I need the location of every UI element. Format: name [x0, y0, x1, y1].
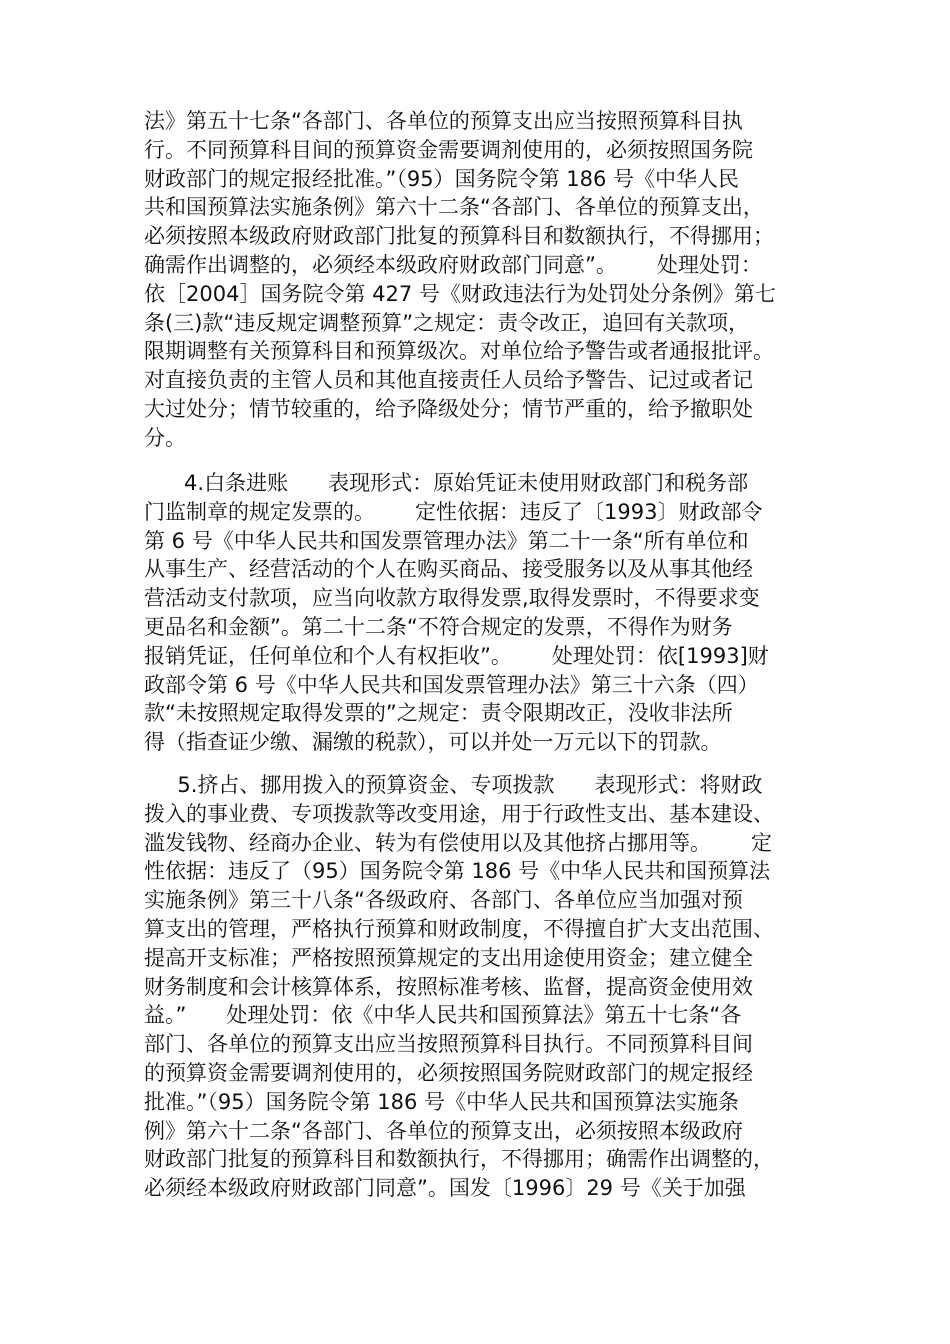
text-line: 5.挤占、挪用拨入的预算资金、专项拨款 表现形式：将财政 — [144, 773, 763, 797]
text-line: 4.白条进账 表现形式：原始凭证未使用财政部门和税务部 — [144, 471, 749, 495]
text-line: 法》第五十七条“各部门、各单位的预算支出应当按照预算科目执 — [144, 109, 743, 133]
text-line: 算支出的管理，严格执行预算和财政制度，不得擅自扩大支出范围、 — [144, 916, 774, 941]
paragraph-misappropriated-funds — [144, 771, 824, 1203]
text-line: 大过处分；情节较重的，给予降级处分；情节严重的，给予撤职处 — [144, 396, 753, 421]
text-line: 财务制度和会计核算体系，按照标准考核、监督，提高资金使用效 — [144, 974, 753, 999]
text-line: 得（指查证少缴、漏缴的税款），可以并处一万元以下的罚款。 — [144, 730, 722, 755]
text-line: 共和国预算法实施条例》第六十二条“各部门、各单位的预算支出， — [144, 195, 764, 220]
text-line: 限期调整有关预算科目和预算级次。对单位给予警告或者通报批评。 — [144, 339, 774, 364]
text-line: 提高开支标准；严格按照预算规定的支出用途使用资金；建立健全 — [144, 945, 753, 970]
paragraph-budget-adjustment — [144, 107, 824, 453]
text-line: 部门、各单位的预算支出应当按照预算科目执行。不同预算科目间 — [144, 1032, 753, 1057]
text-line: 的预算资金需要调剂使用的，必须按照国务院财政部门的规定报经 — [144, 1060, 753, 1085]
text-line: 确需作出调整的，必须经本级政府财政部门同意”。 处理处罚： — [144, 252, 762, 277]
text-line: 报销凭证，任何单位和个人有权拒收”。 处理处罚：依[1993]财 — [144, 643, 769, 668]
text-line: 行。不同预算科目间的预算资金需要调剂使用的，必须按照国务院 — [144, 137, 753, 162]
text-line: 必须按照本级政府财政部门批复的预算科目和数额执行，不得挪用； — [144, 224, 774, 249]
text-line: 益。” 处理处罚：依《中华人民共和国预算法》第五十七条“各 — [144, 1003, 742, 1028]
text-line: 分。 — [144, 425, 186, 450]
text-line: 营活动支付款项，应当向收款方取得发票,取得发票时，不得要求变 — [144, 586, 760, 611]
text-line: 政部令第 6 号《中华人民共和国发票管理办法》第三十六条（四） — [144, 672, 759, 697]
text-line: 门监制章的规定发票的。 定性依据：违反了〔1993〕财政部令 — [144, 499, 763, 524]
text-line: 滥发钱物、经商办企业、转为有偿使用以及其他挤占挪用等。 定 — [144, 830, 773, 855]
text-line: 条(三)款“违反规定调整预算”之规定：责令改正，追回有关款项， — [144, 310, 750, 335]
text-line: 对直接负责的主管人员和其他直接责任人员给予警告、记过或者记 — [144, 368, 753, 393]
text-line: 财政部门的规定报经批准。”（95）国务院令第 186 号《中华人民 — [144, 166, 740, 191]
text-line: 例》第六十二条“各部门、各单位的预算支出，必须按照本级政府 — [144, 1118, 743, 1143]
text-line: 批准。”（95）国务院令第 186 号《中华人民共和国预算法实施条 — [144, 1089, 740, 1114]
text-line: 从事生产、经营活动的个人在购买商品、接受服务以及从事其他经 — [144, 557, 753, 582]
text-line: 必须经本级政府财政部门同意”。国发〔1996〕29 号《关于加强 — [144, 1176, 746, 1201]
text-line: 依［2004］国务院令第 427 号《财政违法行为处罚处分条例》第七 — [144, 281, 776, 306]
text-line: 实施条例》第三十八条“各级政府、各部门、各单位应当加强对预 — [144, 888, 743, 913]
text-line: 更品名和金额”。第二十二条“不符合规定的发票，不得作为财务 — [144, 614, 733, 639]
text-line: 性依据：违反了（95）国务院令第 186 号《中华人民共和国预算法 — [144, 859, 771, 884]
text-line: 财政部门批复的预算科目和数额执行，不得挪用；确需作出调整的， — [144, 1147, 774, 1172]
text-line: 款“未按照规定取得发票的”之规定：责令限期改正，没收非法所 — [144, 701, 733, 726]
paragraph-white-slip-entries — [144, 469, 824, 757]
text-line: 第 6 号《中华人民共和国发票管理办法》第二十一条“所有单位和 — [144, 528, 749, 553]
text-line: 拨入的事业费、专项拨款等改变用途，用于行政性支出、基本建设、 — [144, 801, 774, 826]
